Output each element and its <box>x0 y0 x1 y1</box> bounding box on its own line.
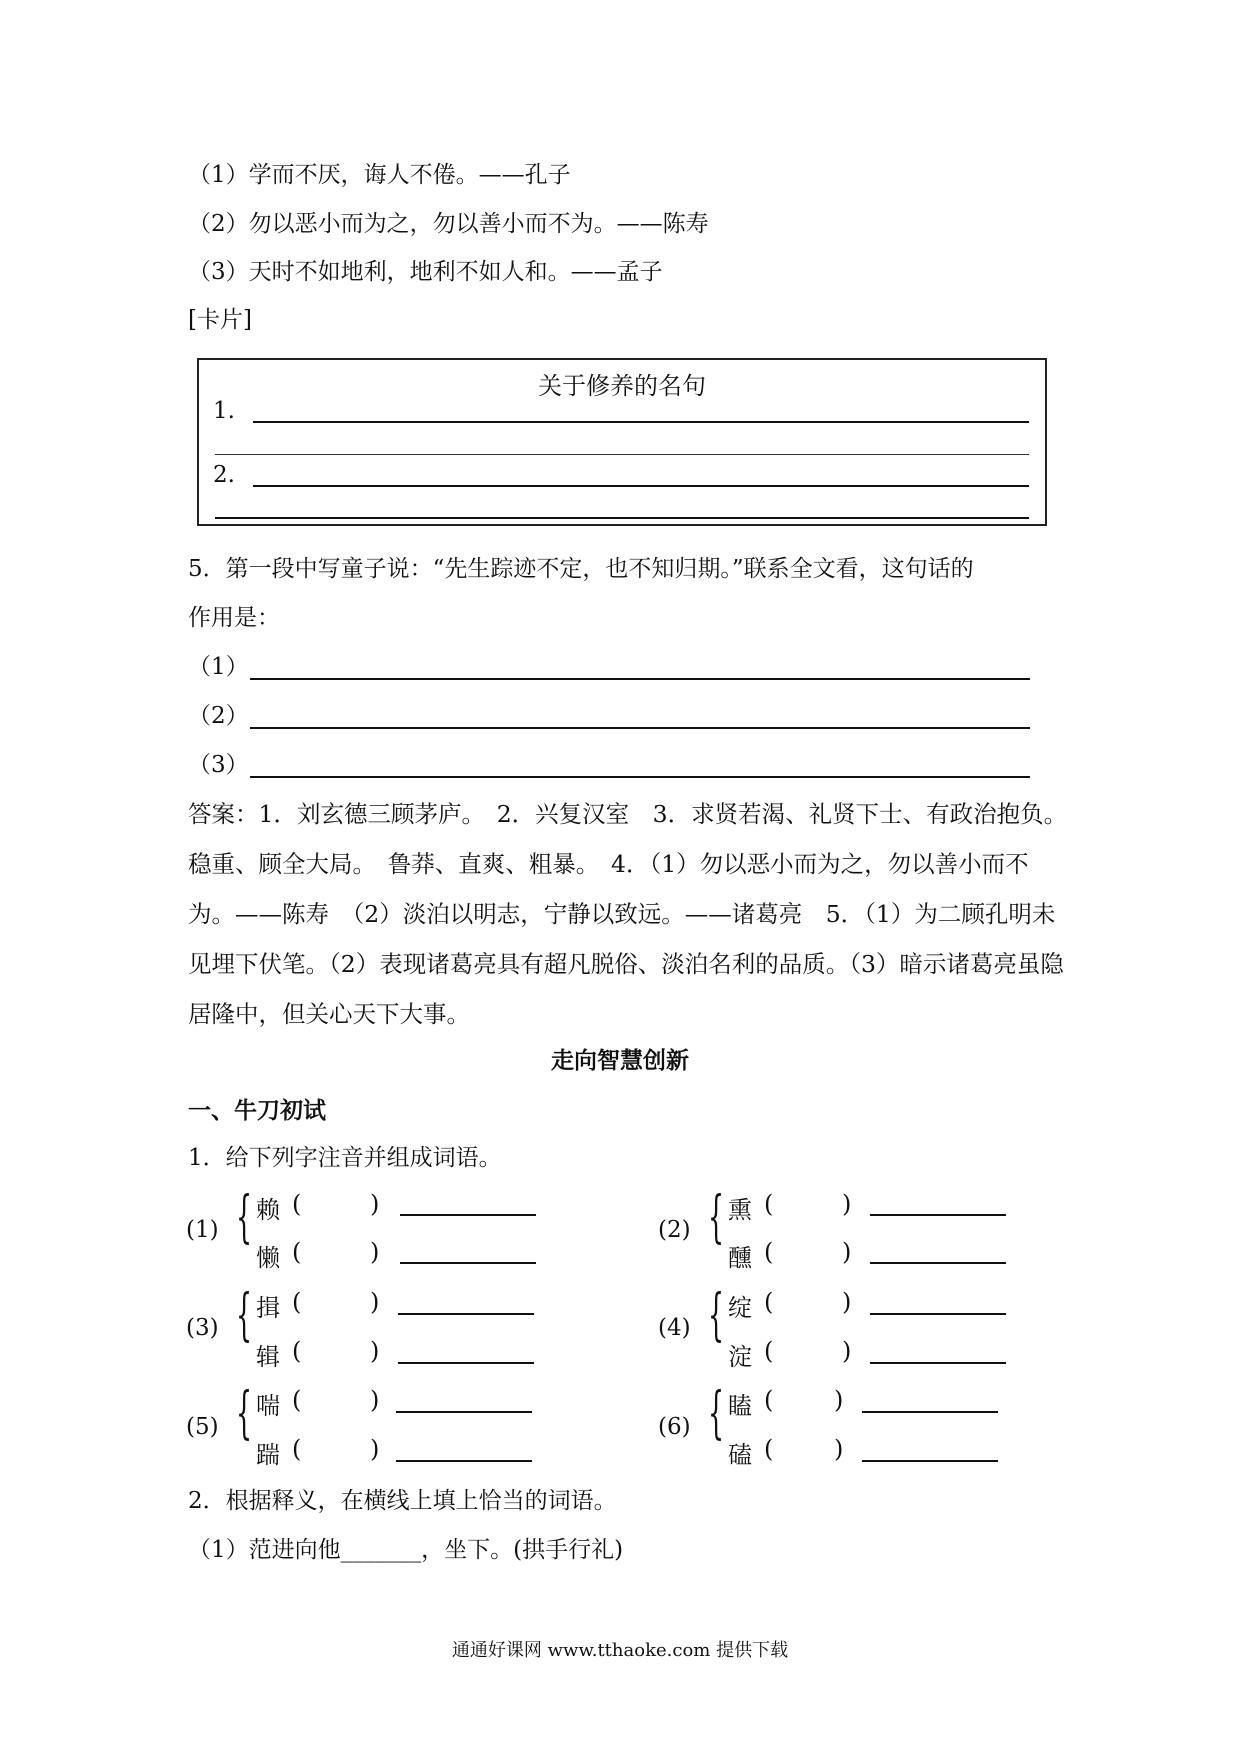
pair-number: (1) <box>186 1217 219 1243</box>
pair-number: (5) <box>186 1414 219 1440</box>
brace-icon: { <box>236 1283 253 1348</box>
q5-text-line1: 5．第一段中写童子说：“先生踪迹不定，也不知归期。”联系全文看，这句话的 <box>188 556 974 582</box>
pair-char: 踹 <box>256 1441 280 1469</box>
pair-number: (4) <box>658 1315 691 1341</box>
pair-char: 磕 <box>728 1441 752 1469</box>
paren-close: ) <box>370 1337 380 1365</box>
paren-open: ( <box>764 1288 774 1316</box>
paren-open: ( <box>292 1190 302 1218</box>
pair-char: 瞌 <box>728 1392 752 1420</box>
brace-icon: { <box>236 1185 253 1250</box>
q5-text-line2: 作用是： <box>188 605 280 631</box>
paren-close: ) <box>842 1337 852 1365</box>
card-answer-line[interactable] <box>253 421 1029 423</box>
q2-item-1: （1）范进向他_______，坐下。(拱手行礼) <box>188 1537 624 1563</box>
word-blank[interactable] <box>396 1460 532 1462</box>
brace-icon: { <box>708 1283 725 1348</box>
pair-char: 赖 <box>256 1196 280 1224</box>
paren-close: ) <box>370 1386 380 1414</box>
paren-close: ) <box>370 1190 380 1218</box>
paren-open: ( <box>764 1190 774 1218</box>
q5-item-2-label: （2） <box>188 703 249 729</box>
q1-title: 1．给下列字注音并组成词语。 <box>188 1145 502 1171</box>
paren-close: ) <box>834 1435 844 1463</box>
answer-paragraph: 答案：1．刘玄德三顾茅庐。 2．兴复汉室 3．求贤若渴、礼贤下士、有政治抱负。稳重、顾全大局。 鲁莽、直爽、粗暴。 4．（1）勿以恶小而为之，勿以善小而不为。——陈寿 （2）淡泊以明志，宁静以致远。——诸葛亮 5．（1）为二顾孔明未见埋下伏笔。（2）表现诸葛亮具有超凡脱俗、淡泊名利的品质。（3）暗示诸葛亮虽隐居隆中，但关心天下大事。 <box>188 800 1068 1028</box>
quote-3: （3）天时不如地利，地利不如人和。——孟子 <box>188 259 663 285</box>
q5-answer-line[interactable] <box>250 776 1030 778</box>
paren-open: ( <box>764 1337 774 1365</box>
paren-close: ) <box>842 1190 852 1218</box>
q5-answer-line[interactable] <box>250 678 1030 680</box>
word-blank[interactable] <box>870 1214 1006 1216</box>
quote-1: （1）学而不厌，诲人不倦。——孔子 <box>188 162 571 188</box>
quote-card <box>197 358 1047 526</box>
word-blank[interactable] <box>870 1362 1006 1364</box>
card-row-2-label: 2. <box>213 462 235 488</box>
card-title: 关于修养的名句 <box>538 372 706 400</box>
q2-title: 2．根据释义，在横线上填上恰当的词语。 <box>188 1488 617 1514</box>
paren-open: ( <box>764 1386 774 1414</box>
pair-char: 懒 <box>256 1244 280 1272</box>
pair-number: (6) <box>658 1414 691 1440</box>
paren-open: ( <box>292 1435 302 1463</box>
card-label: [卡片] <box>188 307 252 333</box>
q5-item-1-label: （1） <box>188 654 249 680</box>
paren-open: ( <box>764 1238 774 1266</box>
pair-char: 醺 <box>728 1244 752 1272</box>
paren-close: ) <box>370 1238 380 1266</box>
word-blank[interactable] <box>870 1313 1006 1315</box>
word-blank[interactable] <box>398 1362 534 1364</box>
word-blank[interactable] <box>400 1262 536 1264</box>
pair-number: (2) <box>658 1217 691 1243</box>
pair-number: (3) <box>186 1315 219 1341</box>
q5-answer-line[interactable] <box>250 727 1030 729</box>
paren-open: ( <box>292 1386 302 1414</box>
word-blank[interactable] <box>398 1313 534 1315</box>
part1-title: 一、牛刀初试 <box>188 1098 326 1124</box>
paren-close: ) <box>370 1435 380 1463</box>
quote-2: （2）勿以恶小而为之，勿以善小而不为。——陈寿 <box>188 211 709 237</box>
pair-char: 揖 <box>256 1294 280 1322</box>
pair-char: 绽 <box>728 1294 752 1322</box>
word-blank[interactable] <box>862 1411 998 1413</box>
q5-item-3-label: （3） <box>188 752 249 778</box>
pair-char: 熏 <box>728 1196 752 1224</box>
paren-close: ) <box>842 1288 852 1316</box>
brace-icon: { <box>708 1381 725 1446</box>
paren-open: ( <box>292 1337 302 1365</box>
card-row-1-label: 1. <box>213 398 235 424</box>
word-blank[interactable] <box>396 1411 532 1413</box>
page-footer: 通通好课网 www.tthaoke.com 提供下载 <box>451 1640 789 1661</box>
pair-char: 喘 <box>256 1392 280 1420</box>
pair-char: 淀 <box>728 1343 752 1371</box>
pair-char: 辑 <box>256 1343 280 1371</box>
paren-open: ( <box>292 1288 302 1316</box>
paren-open: ( <box>764 1435 774 1463</box>
paren-close: ) <box>842 1238 852 1266</box>
word-blank[interactable] <box>400 1214 536 1216</box>
paren-open: ( <box>292 1238 302 1266</box>
section-title: 走向智慧创新 <box>551 1048 689 1074</box>
paren-close: ) <box>370 1288 380 1316</box>
card-answer-line[interactable] <box>215 454 1029 455</box>
word-blank[interactable] <box>862 1460 998 1462</box>
paren-close: ) <box>834 1386 844 1414</box>
brace-icon: { <box>236 1381 253 1446</box>
word-blank[interactable] <box>870 1262 1006 1264</box>
brace-icon: { <box>708 1185 725 1250</box>
card-answer-line[interactable] <box>215 517 1029 519</box>
card-answer-line[interactable] <box>253 485 1029 487</box>
